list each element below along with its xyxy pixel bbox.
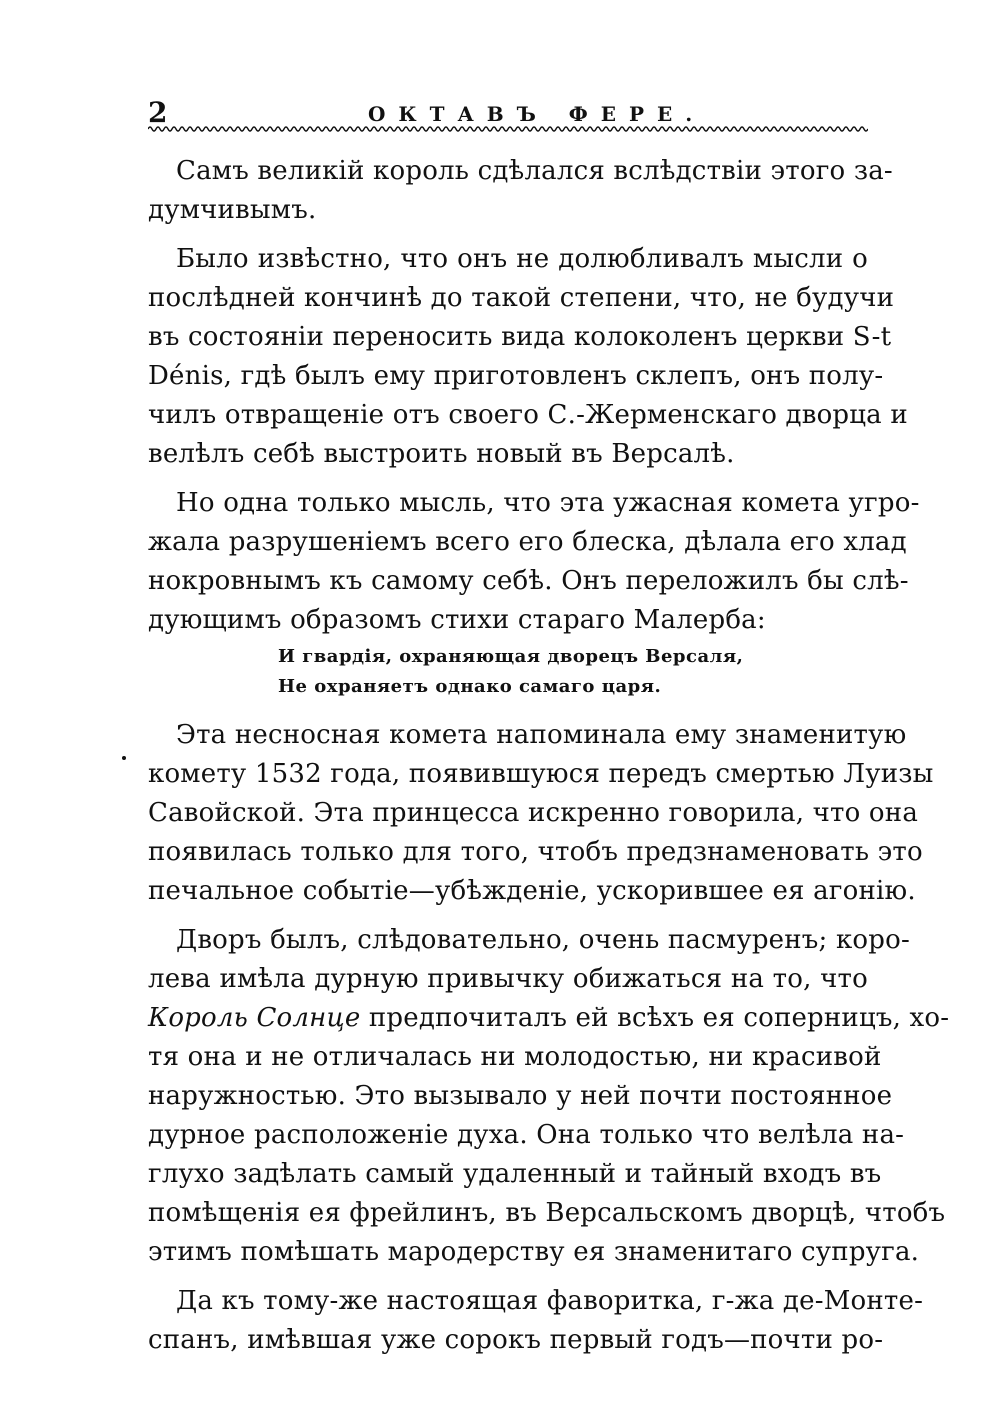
text-line: дурное расположеніе духа. Она только что велѣла на- — [148, 1120, 905, 1150]
text-line: глухо задѣлать самый удаленный и тайный входъ въ — [148, 1159, 882, 1189]
verse-quote — [278, 642, 868, 702]
text-line: думчивымъ. — [148, 195, 317, 225]
text-line: Эта несносная комета напоминала ему знаменитую — [176, 720, 907, 750]
text-line: спанъ, имѣвшая уже сорокъ первый годъ—почти ро- — [148, 1325, 884, 1355]
text-line: тя она и не отличалась ни молодостью, ни красивой — [148, 1042, 882, 1072]
italic-phrase: Король Солнце — [148, 1003, 361, 1033]
text-line: лева имѣла дурную привычку обижаться на то, что — [148, 964, 868, 994]
text-line: этимъ помѣшать мародерству ея знаменитаго супруга. — [148, 1237, 920, 1267]
text-line: Dénis, гдѣ былъ ему приготовленъ склепъ, онъ полу- — [148, 361, 884, 391]
text-line: велѣлъ себѣ выстроить новый въ Версалѣ. — [148, 439, 735, 469]
page-number: 2 — [148, 96, 168, 129]
text-line: дующимъ образомъ стихи стараго Малерба: — [148, 605, 766, 635]
margin-mark — [122, 756, 126, 760]
text-line: послѣдней кончинѣ до такой степени, что, не будучи — [148, 283, 895, 313]
verse-line: И гвардія, охраняющая дворецъ Версаля, — [278, 646, 744, 667]
text-line: чилъ отвращеніе отъ своего С.-Жерменскаго дворца и — [148, 400, 908, 430]
text-line: нокровнымъ къ самому себѣ. Онъ переложилъ бы слѣ- — [148, 566, 909, 596]
text-line: жала разрушеніемъ всего его блеска, дѣлала его хлад — [148, 527, 907, 557]
text-line: наружностью. Это вызывало у ней почти постоянное — [148, 1081, 893, 1111]
text-line: Савойской. Эта принцесса искренно говорила, что она — [148, 798, 919, 828]
wavy-rule — [148, 124, 868, 134]
text-line: Дворъ былъ, слѣдовательно, очень пасмуренъ; коро- — [176, 925, 910, 955]
running-title: ОКТАВЪ ФЕРЕ. — [368, 102, 706, 126]
text-line: помѣщенія ея фрейлинъ, въ Версальскомъ дворцѣ, чтобъ — [148, 1198, 946, 1228]
text-span: предпочиталъ ей всѣхъ ея соперницъ, хо- — [360, 1003, 950, 1033]
text-line: Да къ тому-же настоящая фаворитка, г-жа де-Монте- — [176, 1286, 924, 1316]
page-header — [148, 96, 868, 136]
text-line: Было извѣстно, что онъ не долюбливалъ мысли о — [176, 244, 868, 274]
text-line-with-italic — [148, 999, 950, 1038]
text-line: въ состояніи переносить вида колоколенъ церкви S-t — [148, 322, 892, 352]
body-text — [148, 152, 950, 1360]
text-line: появилась только для того, чтобъ предзнаменовать это — [148, 837, 923, 867]
text-line: Но одна только мысль, что эта ужасная комета угро- — [176, 488, 920, 518]
text-line: комету 1532 года, появившуюся передъ смертью Луизы — [148, 759, 934, 789]
text-line: Самъ великій король сдѣлался вслѣдствіи этого за- — [176, 156, 893, 186]
text-line: печальное событіе—убѣжденіе, ускорившее ея агонію. — [148, 876, 916, 906]
verse-line: Не охраняетъ однако самаго царя. — [278, 676, 662, 697]
